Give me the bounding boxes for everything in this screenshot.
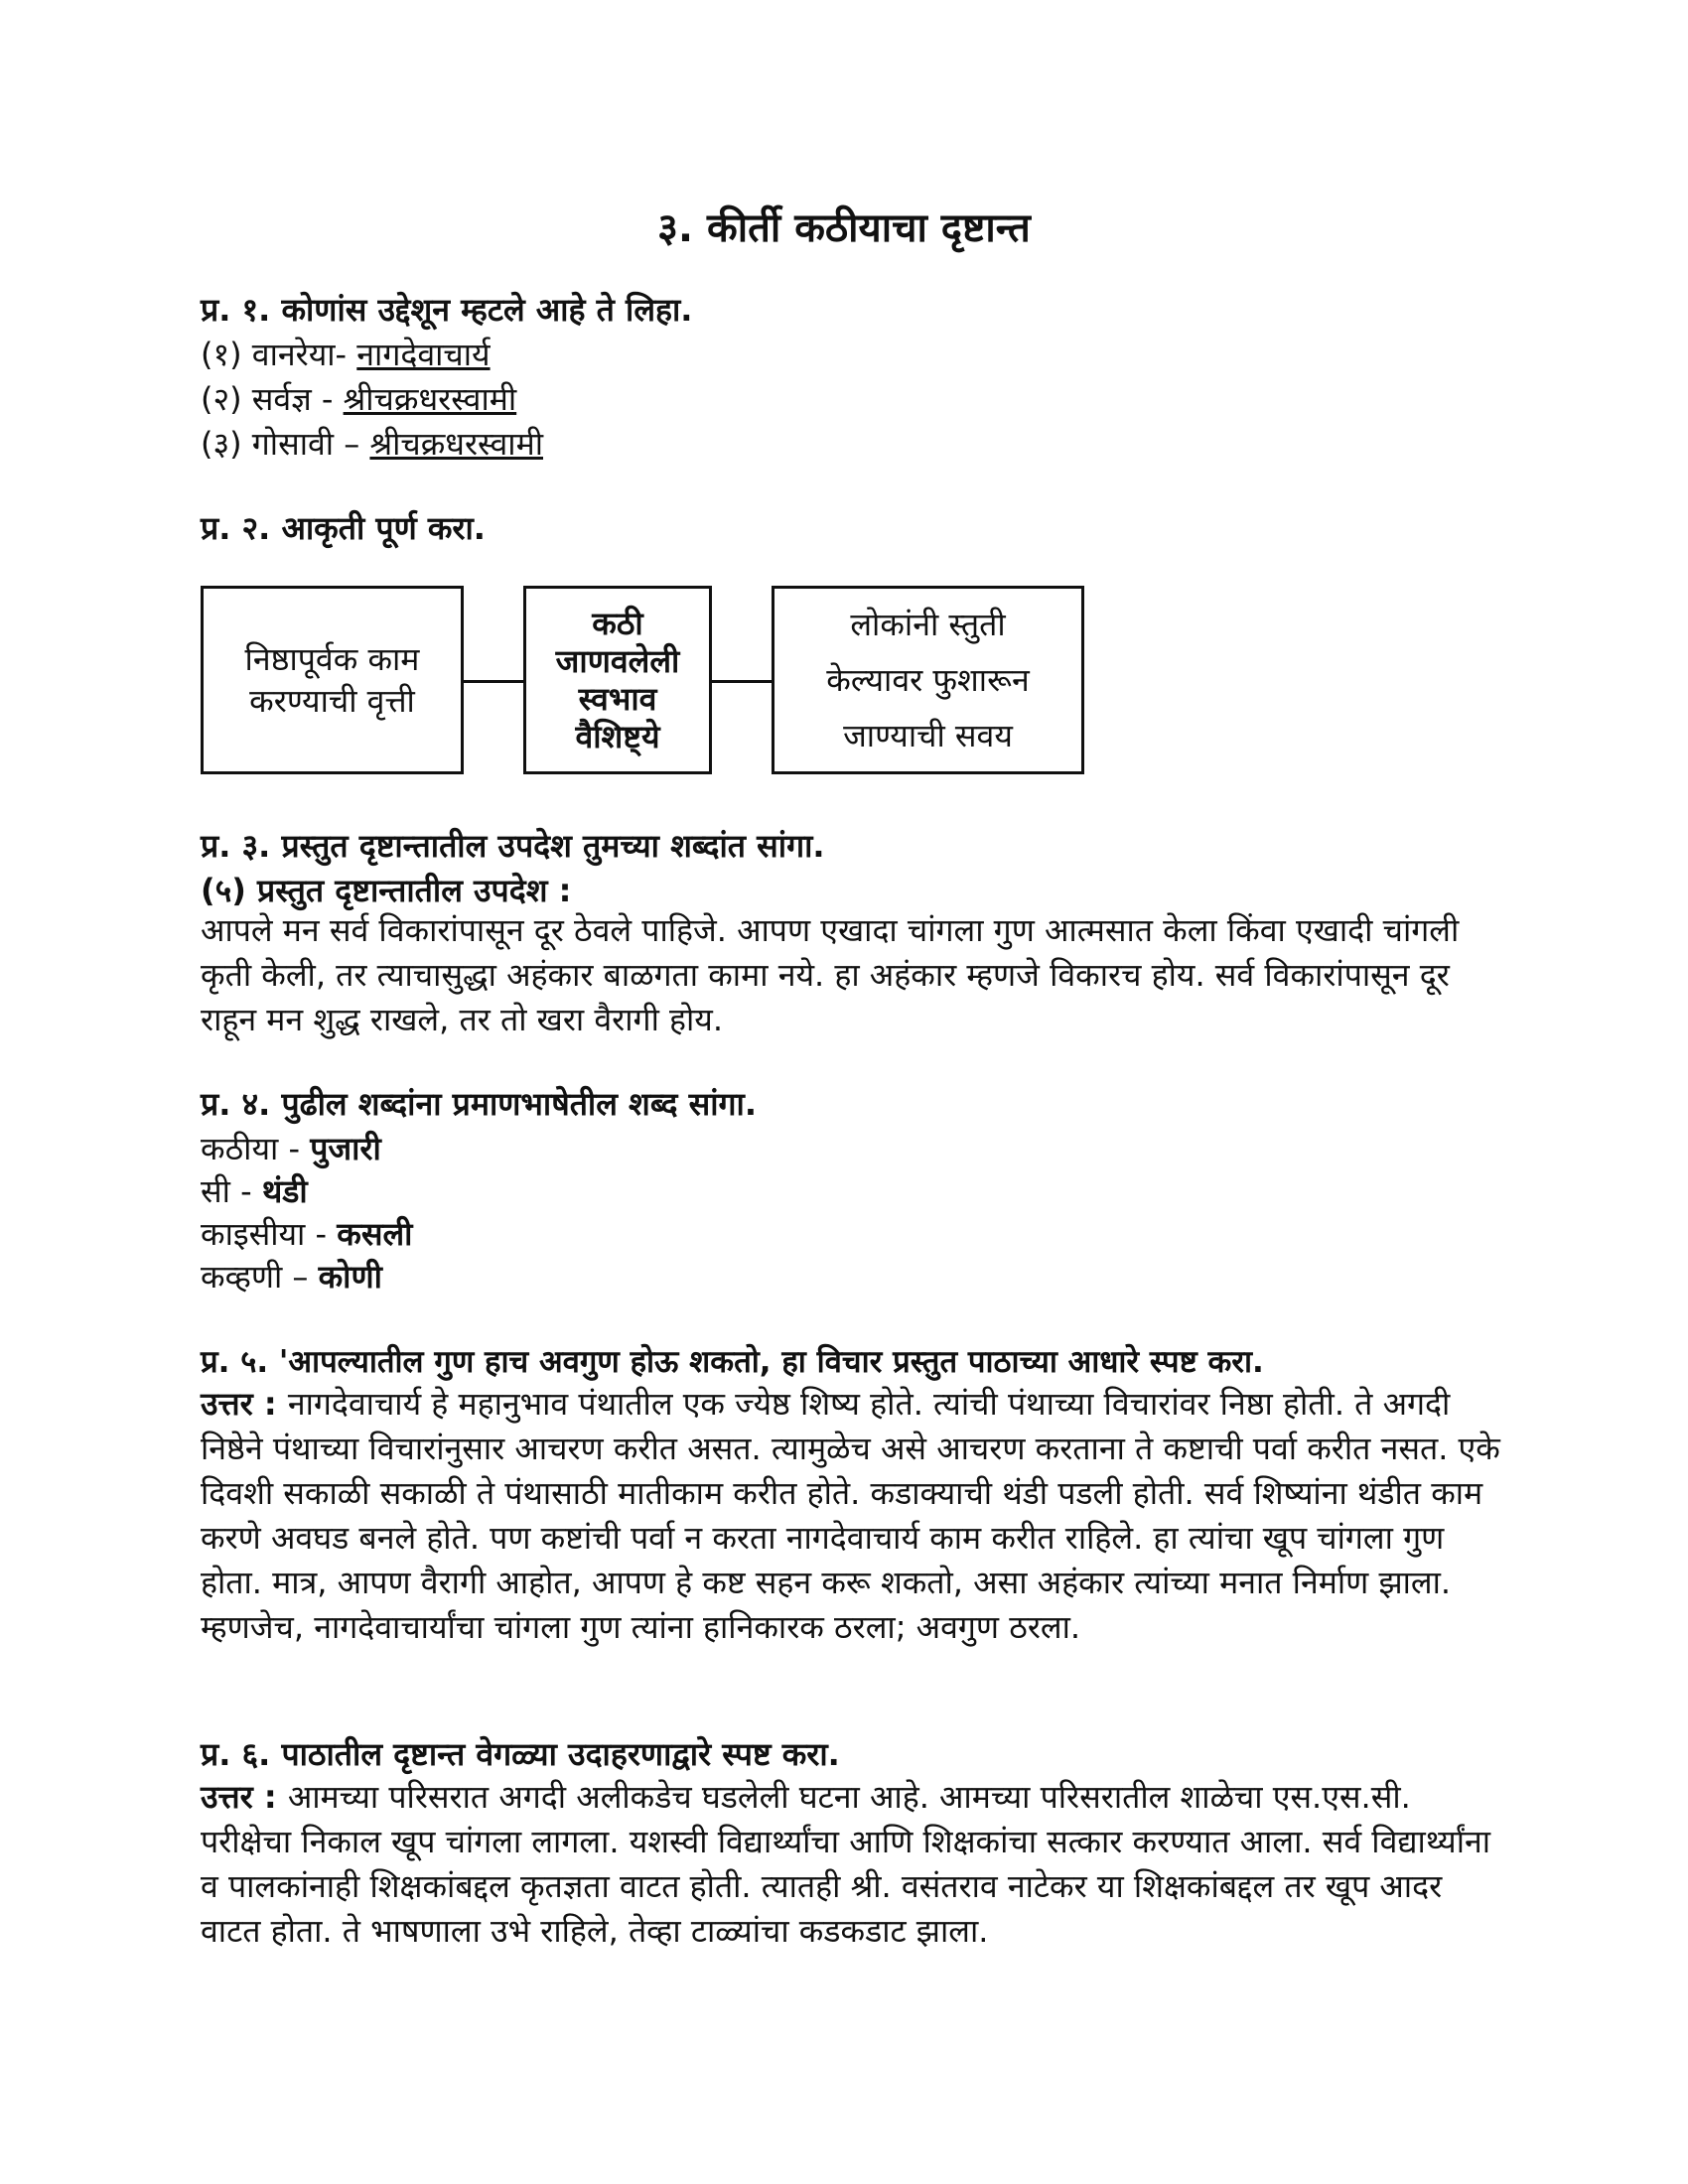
q1-item-1-prefix: (१) वानरेया- xyxy=(201,336,357,373)
question-5-answer-label: उत्तर : xyxy=(201,1385,288,1423)
question-1-heading: प्र. १. कोणांस उद्देशून म्हटले आहे ते लिहा. xyxy=(201,291,693,329)
left-box-line-1: निष्ठापूर्वक काम xyxy=(244,640,420,678)
q1-item-3 xyxy=(201,422,543,465)
right-box-line-2: केल्यावर फुशारून xyxy=(826,661,1030,699)
q1-item-1 xyxy=(201,333,491,375)
q4-item-3-word: काइसीया - xyxy=(201,1215,338,1253)
q1-item-2 xyxy=(201,377,516,420)
center-box-line-4: वैशिष्ट्ये xyxy=(575,718,660,755)
q4-item-2-word: सी - xyxy=(201,1172,262,1210)
q4-item-4-answer: कोणी xyxy=(318,1258,382,1296)
q1-item-2-answer: श्रीचक्रधरस्वामी xyxy=(343,380,517,418)
q1-item-3-prefix: (३) गोसावी – xyxy=(201,425,370,463)
page-title: ३. कीर्ती कठीयाचा दृष्टान्त xyxy=(657,205,1031,251)
left-box-line-2: करण्याची वृत्ती xyxy=(249,682,415,720)
question-6-answer-block xyxy=(201,1775,1501,1954)
question-3-heading: प्र. ३. प्रस्तुत दृष्टान्तातील उपदेश तुमच्या शब्दांत सांगा. xyxy=(201,827,825,865)
q4-item-1-answer: पुजारी xyxy=(310,1130,381,1167)
connector-right xyxy=(712,680,772,683)
q4-item-1-word: कठीया - xyxy=(201,1130,311,1167)
q1-item-1-answer: नागदेवाचार्य xyxy=(356,336,491,373)
question-6-heading: प्र. ६. पाठातील दृष्टान्त वेगळ्या उदाहरणाद्वारे स्पष्ट करा. xyxy=(201,1735,840,1773)
question-5-answer-block xyxy=(201,1382,1501,1650)
center-box-line-1: कठी xyxy=(592,605,643,642)
diagram-left-box xyxy=(201,586,464,774)
diagram-center-box xyxy=(523,586,712,774)
diagram-right-box xyxy=(772,586,1084,774)
q4-item-2-answer: थंडी xyxy=(261,1172,308,1210)
q4-item-4 xyxy=(201,1255,382,1297)
question-6-answer-label: उत्तर : xyxy=(201,1778,288,1816)
q1-item-2-prefix: (२) सर्वज्ञ - xyxy=(201,380,344,418)
q4-item-4-word: कव्हणी – xyxy=(201,1258,319,1296)
question-5-answer: नागदेवाचार्य हे महानुभाव पंथातील एक ज्येष्ठ शिष्य होते. त्यांची पंथाच्या विचारांवर निष्ठा होती. ते अगदी निष्ठेने पंथाच्या विचारांनुसार आचरण करीत असत. त्यामुळेच असे आचरण करताना ते कष्टाची पर्वा करीत नसत. एके दिवशी सकाळी सकाळी ते पंथासाठी मातीकाम करीत होते. कडाक्याची थंडी पडली होती. सर्व शिष्यांना थंडीत काम करणे अवघड बनले होते. पण कष्टांची पर्वा न करता नागदेवाचार्य काम करीत राहिले. हा त्यांचा खूप चांगला गुण होता. मात्र, आपण वैरागी आहोत, आपण हे कष्ट सहन करू शकतो, असा अहंकार त्यांच्या मनात निर्माण झाला. म्हणजेच, नागदेवाचार्यांचा चांगला गुण त्यांना हानिकारक ठरला; अवगुण ठरला. xyxy=(201,1385,1500,1646)
connector-left xyxy=(464,680,523,683)
q4-item-1 xyxy=(201,1127,381,1169)
q4-item-3-answer: कसली xyxy=(337,1215,413,1253)
q4-item-2 xyxy=(201,1169,308,1212)
q1-item-3-answer: श्रीचक्रधरस्वामी xyxy=(369,425,543,463)
question-2-heading: प्र. २. आकृती पूर्ण करा. xyxy=(201,509,486,547)
question-5-heading: प्र. ५. 'आपल्यातील गुण हाच अवगुण होऊ शकतो, हा विचार प्रस्तुत पाठाच्या आधारे स्पष्ट करा. xyxy=(201,1344,1264,1380)
right-box-line-1: लोकांनी स्तुती xyxy=(850,606,1006,643)
question-3-subheading: (५) प्रस्तुत दृष्टान्तातील उपदेश : xyxy=(201,872,572,909)
question-3-answer: आपले मन सर्व विकारांपासून दूर ठेवले पाहिजे. आपण एखादा चांगला गुण आत्मसात केला किंवा एखादी चांगली कृती केली, तर त्याचासुद्धा अहंकार बाळगता कामा नये. हा अहंकार म्हणजे विकारच होय. सर्व विकारांपासून दूर राहून मन शुद्ध राखले, तर तो खरा वैरागी होय. xyxy=(201,911,1460,1038)
question-6-answer: आमच्या परिसरात अगदी अलीकडेच घडलेली घटना आहे. आमच्या परिसरातील शाळेचा एस.एस.सी. परीक्षेचा निकाल खूप चांगला लागला. यशस्वी विद्यार्थ्यांचा आणि शिक्षकांचा सत्कार करण्यात आला. सर्व विद्यार्थ्यांना व पालकांनाही शिक्षकांबद्दल कृतज्ञता वाटत होती. त्यातही श्री. वसंतराव नाटेकर या शिक्षकांबद्दल तर खूप आदर वाटत होता. ते भाषणाला उभे राहिले, तेव्हा टाळ्यांचा कडकडाट झाला. xyxy=(201,1778,1491,1950)
right-box-line-3: जाण्याची सवय xyxy=(843,717,1013,754)
q4-item-3 xyxy=(201,1212,412,1255)
concept-diagram xyxy=(201,586,1094,774)
question-4-heading: प्र. ४. पुढील शब्दांना प्रमाणभाषेतील शब्द सांगा. xyxy=(201,1085,757,1123)
center-box-line-2: जाणवलेली xyxy=(555,642,680,680)
center-box-line-3: स्वभाव xyxy=(578,680,657,718)
